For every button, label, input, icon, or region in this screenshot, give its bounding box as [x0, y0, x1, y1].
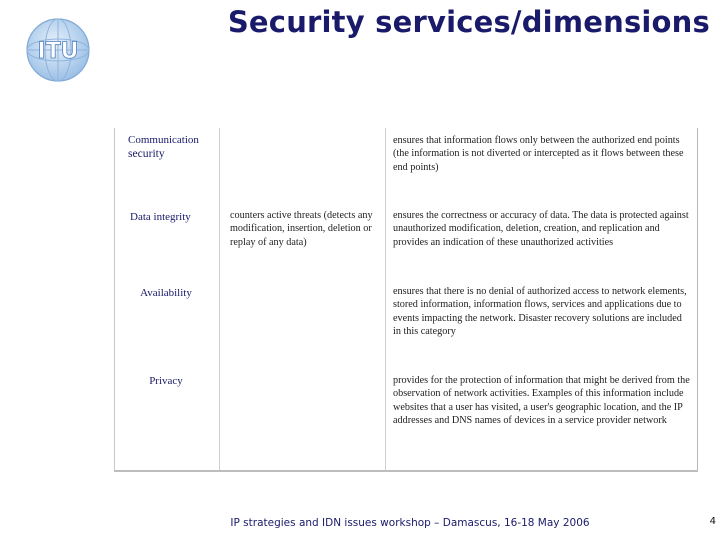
- page-number: 4: [709, 516, 716, 527]
- row-description: ensures that information flows only between the authorized end points (the information is not diverted or intercepted as it flows between these end points): [393, 135, 684, 173]
- row-label-line: Communication: [128, 134, 199, 146]
- table-bottom-border: [114, 470, 698, 472]
- column-divider: [385, 128, 386, 471]
- row-label-availability: Availability: [140, 287, 192, 299]
- row-label-data-integrity: Data integrity: [130, 211, 191, 223]
- slide-title: Security services/dimensions: [227, 5, 710, 39]
- row-label-privacy: Privacy: [149, 375, 183, 387]
- row-description: ensures the correctness or accuracy of data. The data is protected against unauthorized modification, deletion, creation, and replication and provides an indication of these unauthorized activities: [393, 210, 689, 248]
- itu-logo: [24, 14, 92, 86]
- svg-text:ITU: ITU: [37, 39, 79, 64]
- row-description: ensures that there is no denial of authorized access to network elements, stored information, information flows, services and applications due to events impacting the network. Disaster recovery solutions are included in this category: [393, 286, 687, 338]
- footer-text: IP strategies and IDN issues workshop – Damascus, 16-18 May 2006: [230, 517, 590, 529]
- column-divider: [219, 128, 220, 471]
- row-threat: counters active threats (detects any modification, insertion, deletion or replay of any data): [230, 210, 373, 248]
- row-label-line: security: [128, 147, 165, 161]
- row-label-communication-security: [128, 134, 214, 162]
- row-description: provides for the protection of information that might be derived from the observation of network activities. Examples of this information include websites that a user has visited, a user's geographic location, and the IP addresses and DNS names of devices in a service provider network: [393, 375, 690, 427]
